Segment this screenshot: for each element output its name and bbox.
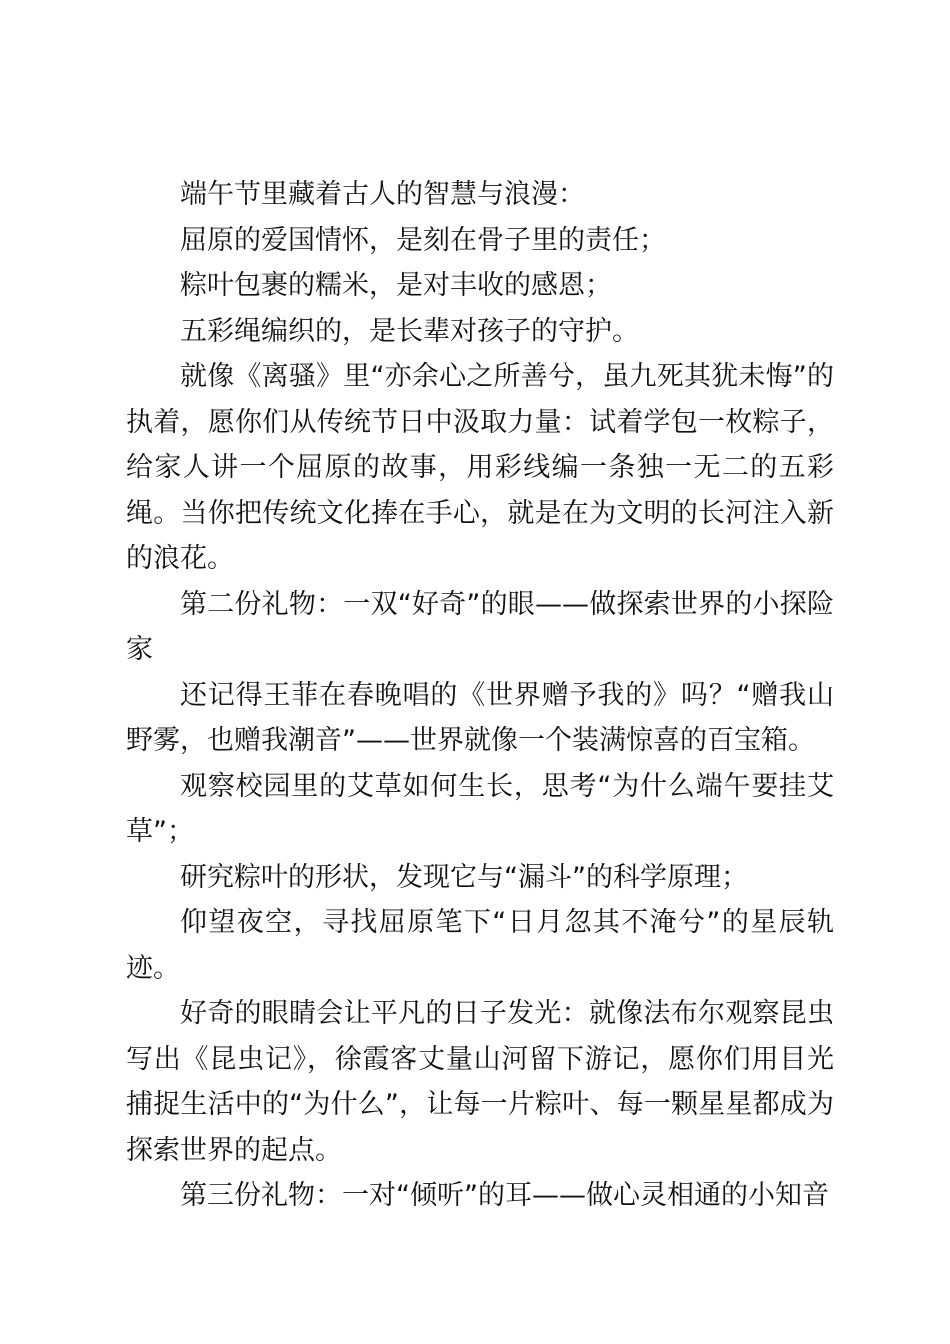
paragraph-curious-eyes: 好奇的眼睛会让平凡的日子发光：就像法布尔观察昆虫写出《昆虫记》，徐霞客丈量山河留下游记，愿你们用目光捕捉生活中的“为什么”，让每一片粽叶、每一颗星星都成为探索世界的起点。 xyxy=(126,998,834,1166)
paragraph-zongzi: 粽叶包裹的糯米，是对丰收的感恩； xyxy=(180,270,612,301)
paragraph-zongzi-leaf: 研究粽叶的形状，发现它与“漏斗”的科学原理； xyxy=(180,861,748,893)
section-heading-third-gift: 第三份礼物：一对“倾听”的耳——做心灵相通的小知音 xyxy=(180,1180,829,1211)
paragraph-mugwort: 观察校园里的艾草如何生长，思考“为什么端午要挂艾草”； xyxy=(126,770,834,847)
paragraph-qu-yuan: 屈原的爱国情怀，是刻在骨子里的责任； xyxy=(180,224,666,256)
section-heading-second-gift: 第二份礼物：一双“好奇”的眼——做探索世界的小探险家 xyxy=(126,588,834,665)
paragraph-night-sky: 仰望夜空，寻找屈原笔下“日月忽其不淹兮”的星辰轨迹。 xyxy=(126,907,834,984)
document-body xyxy=(126,172,834,1219)
paragraph-faye-wong-song: 还记得王菲在春晚唱的《世界赠予我的》吗？“赠我山野雾，也赠我潮音”——世界就像一个装满惊喜的百宝箱。 xyxy=(126,679,834,756)
paragraph-li-sao: 就像《离骚》里“亦余心之所善兮，虽九死其犹未悔”的执着，愿你们从传统节日中汲取力量：试着学包一枚粽子，给家人讲一个屈原的故事，用彩线编一条独一无二的五彩绳。当你把传统文化捧在手心，就是在为文明的长河注入新的浪花。 xyxy=(126,361,834,574)
paragraph-dragon-boat-intro: 端午节里藏着古人的智慧与浪漫： xyxy=(180,179,585,210)
paragraph-five-color-rope: 五彩绳编织的，是长辈对孩子的守护。 xyxy=(180,315,639,347)
